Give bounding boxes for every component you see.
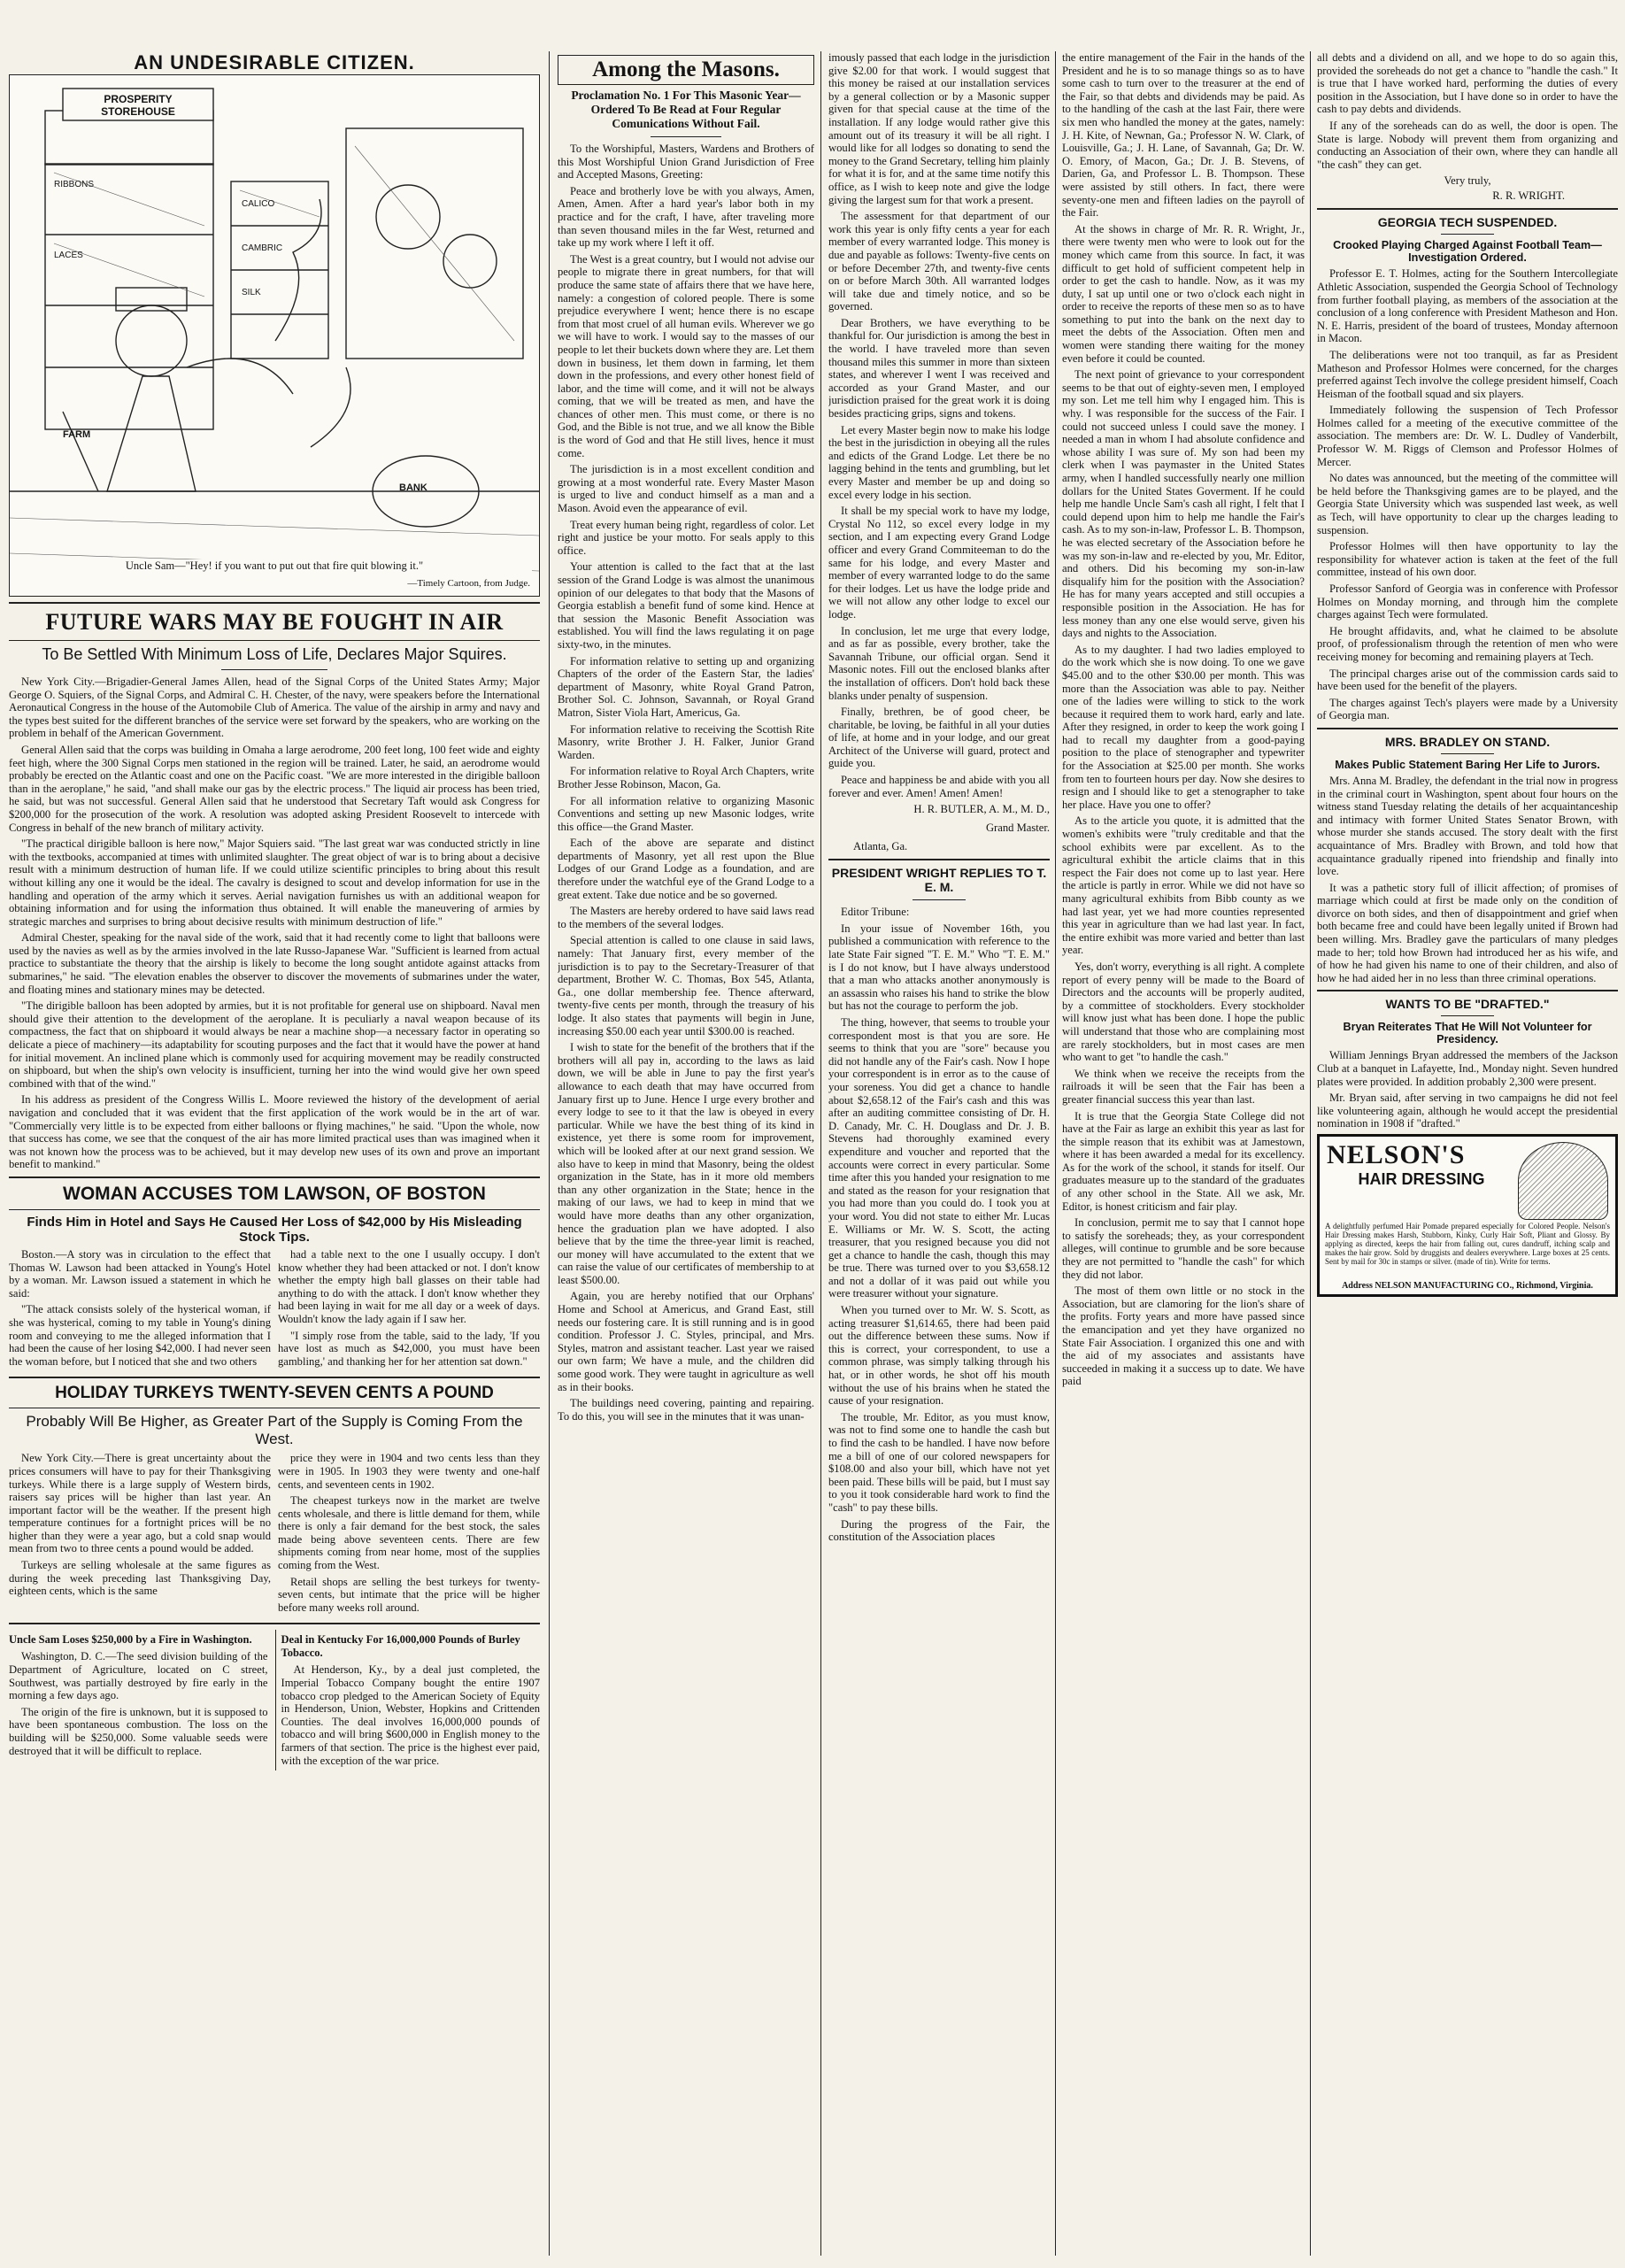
paragraph: For information relative to setting up and organizing Chapters of the order of the Eastern Star, the ladies' department of Masonry, white Royal Grand Patron, Brother Sol. C. Johnson, Savannah, or Royal Grand Matron, Sister Viola Hart, Americus, Ga. <box>558 654 814 719</box>
wright-signature: R. R. WRIGHT. <box>1492 189 1565 203</box>
political-cartoon <box>9 74 540 597</box>
paragraph: Boston.—A story was in circulation to the effect that Thomas W. Lawson had been attacked in Young's Hotel by a woman. Mr. Lawson issued a statement in which he said: <box>9 1247 271 1300</box>
paragraph: The West is a great country, but I would not advise our people to migrate there in great numbers, for that will produce the same state of affairs there that we have here, namely: a congestion of colored people. There is some prejudice everywhere I went; hence there is no escape from that most cruel of all human evils. Wherever we go we will have to work. I would say to the masses of our people to let their buckets down where they are. Let them down in business, let them down in farming, let them down in the professions, and every other honest field of labor, and the time will come, and it will not be always coming, that we will be treated as men, and have the chances of other men. This must come, or there is no God, and the Bible is not true, and we all know the Bible is the word of God and that He still lives, hence it must come. <box>558 252 814 459</box>
paragraph: Peace and happiness be and abide with you all forever and ever. Amen! Amen! Amen! <box>828 774 1050 799</box>
wars-headline: FUTURE WARS MAY BE FOUGHT IN AIR <box>45 609 504 635</box>
wright-close: Very truly, <box>1444 174 1491 188</box>
paragraph: At Henderson, Ky., by a deal just completed, the Imperial Tobacco Company bought the entire 1907 tobacco crop pledged to the American Society of Equity in Henderson, Union, Webster, Hopkins and Crittenden Counties. The deal involves 16,000,000 pounds of tobacco and will bring $600,000 in English money to the farmers of that section. The price is the highest ever paid, with the exception of the war price. <box>281 1663 540 1767</box>
cartoon-drawing <box>10 75 539 596</box>
paragraph: Turkeys are selling wholesale at the same figures as during the week preceding last Thanksgiving Day, eighteen cents, which is the same <box>9 1559 271 1598</box>
paragraph: "The dirigible balloon has been adopted by armies, but it is not profitable for general use on shipboard. Naval men should give their attention to the development of the aeroplane. It is peculiarly a naval weapon because of its compactness, the fact that on shipboard it would always be near a machine shop—a necessary factor in operating so delicate a piece of machinery—its adaptability for scouting purposes and the fact that it would have the power at hand for initial movement. An inclined plane which is commonly used for acquiring movement may be readily constructed on shipboard, but when the ship's own velocity is insufficient, turning her into the wind would give her own speed combined with that of the wind." <box>9 999 540 1090</box>
tech-subhead: Crooked Playing Charged Against Football Team—Investigation Ordered. <box>1333 239 1602 265</box>
paragraph: Your attention is called to the fact that at the last session of the Grand Lodge is was almost the unanimous opinion of our delegates to that body that the Masons of Georgia establish a benefit fund of some kind. Hence at that session the Masonic Benefit Association was established. You will find the laws regulating it on page sixty-two, in the minutes. <box>558 560 814 651</box>
paragraph: Treat every human being right, regardless of color. Let right and justice be your motto. For seals apply to this office. <box>558 518 814 557</box>
paragraph: The next point of grievance to your correspondent seems to be that out of eighty-seven men, I employed my son. Let me tell him why I engaged him. This is why. I was responsible for the success of the Fair. I could not succeed unless I could save the money. I needed a man in whom I had absolute confidence and whose ability I was sure of. My son had been my clerk when I was paymaster in the United States army, when I handled successfully nearly one million dollars for the United States Goverment. If he could help me handle Uncle Sam's cash all right, I felt that I could depend upon him to help me handle the Fair's cash. As to my son-in-law, Professor L. B. Thompson, he was elected secretary of the Association before he was my son-in-law and re-elected by you, Mr. Editor, and others. Did his becoming my son-in-law disqualify him for the position with the Association? He has for many years accepted and still occupies a responsible position in the Association. He has for less money than any one else would serve, given his days and nights to the Association. <box>1062 368 1305 640</box>
masons-subhead: Proclamation No. 1 For This Masonic Year—Ordered To Be Read at Four Regular Comunications Without Fail. <box>571 89 801 130</box>
label-farm: FARM <box>63 429 91 440</box>
paragraph: The Masters are hereby ordered to have said laws read to the members of the several lodges. <box>558 905 814 930</box>
bryan-subhead: Bryan Reiterates That He Will Not Volunteer for Presidency. <box>1343 1021 1592 1046</box>
paragraph: I wish to state for the benefit of the brothers that if the brothers will all pay in, according to the laws as laid down, we will be able in June to pay the first year's allowance to each death that may have occurred from January first up to June. Hence I urge every brother and every lodge to see to it that the law is obeyed in every particular. While we have the best thing of its kind in existence, yet there is some room for improvement, which will be looked after at our next grand session. We also have to keep in mind that Masonry, being the oldest organization in the State, has in it more old members than any other organization in the State; hence in the making of our laws, we had to keep in mind that we would have more deaths than any other organization, hence the graduation plan we have adopted. I also believe that by the time the three-year limit is reached, our money will have accumulated to the extent that we can raise the value of our certificates of membership to at least $500.00. <box>558 1041 814 1286</box>
paragraph: The deliberations were not too tranquil, as far as President Matheson and Professor Holmes were concerned, for the charges preferred against Tech involve the college president himself, Coach Heisman of the football squad and six players. <box>1317 348 1618 400</box>
column-rule <box>1055 51 1056 2256</box>
paragraph: It was a pathetic story full of illicit affection; of promises of marriage which could at first be made only on the condition of divorce on both sides, and then of disappointment and grief when both became free and could have been legally united if Brown had been willing. Mrs. Bradley gave the particulars of many pledges made to her; told how Brown had introduced her as his wife, and of how he had given his name to one of their children, and also of how he had aided her in no less than three criminal operations. <box>1317 881 1618 984</box>
paragraph: The origin of the fire is unknown, but it is supposed to have been spontaneous combustion. The loss on the building will be $250,000. Some valuable seeds were destroyed that it will be difficult to replace. <box>9 1705 268 1757</box>
nelsons-hair-dressing-ad <box>1317 1134 1618 1297</box>
paragraph: "The practical dirigible balloon is here now," Major Squiers said. "The last great war was conducted strictly in line with the textbooks, accompanied at times with unlimited slaughter. The great object of war is to bring about a decisive result with a minimum destruction of human life. If we could utilize scientific principles to bring about this result without killing any one it would be the ideal. The cavalry is designed to scout and develop information for use in the handling and operation of the army which it serves. Aerial navigation furnishes us with an additional weapon for obtaining information and for using the information thus obtained. It will enable the maneuvering of armies by strategic marches and surprises to bring about decisive results with minimum destruction of life." <box>9 837 540 928</box>
paragraph: The charges against Tech's players were made by a University of Georgia man. <box>1317 696 1618 722</box>
column-4 <box>1062 51 1305 2259</box>
label-ribbons: RIBBONS <box>54 180 95 189</box>
bradley-headline: MRS. BRADLEY ON STAND. <box>1384 734 1551 749</box>
bryan-headline: WANTS TO BE "DRAFTED." <box>1385 997 1550 1012</box>
column-rule <box>549 51 550 2256</box>
paragraph: Finally, brethren, be of good cheer, be charitable, be loving, be faithful in all your duties of life, at home and in your lodge, and our great Architect of the Universe will guard, protect and guide you. <box>828 706 1050 770</box>
paragraph: New York City.—There is great uncertainty about the prices consumers will have to pay for their Thanksgiving turkeys. While there is a large supply of Western birds, raisers say prices will be higher than last year. An important factor will be the weather. If the present high temperature continues for a fortnight prices will be no higher than they were a year ago, but a cold snap would mean from two to three cents a pound would be added. <box>9 1452 271 1555</box>
paragraph: The assessment for that department of our work this year is only fifty cents a year for each member of every warranted lodge. This money is due and payable as follows: Twenty-five cents on or before December 27th, and twenty-five cents on or before March 30th. All warranted lodges will take due and timely notice, and so be governed. <box>828 210 1050 313</box>
paragraph: In conclusion, permit me to say that I cannot hope to satisfy the soreheads; they, as your correspondent alleges, will continue to grumble and be sore because they are not permitted to "handle the cash" for which they did not labor. <box>1062 1216 1305 1281</box>
paragraph: The cheapest turkeys now in the market are twelve cents wholesale, and there is little demand for them, while there is only a fair demand for the best stock, the sales made being above seventeen cents. There are few shipments coming from near home, most of the supplies coming from the West. <box>278 1494 540 1572</box>
paragraph: Yes, don't worry, everything is all right. A complete report of every penny will be made to the Board of Directors and the accounts will be properly audited, by a committee of stockholders. Every stockholder will know just what has been done. I hope the public will understand that those who are complaining most are rarely stockholders, but in most cases are men who want to get "to handle the cash." <box>1062 960 1305 1064</box>
cartoon-title: AN UNDESIRABLE CITIZEN. <box>134 51 415 73</box>
paragraph: During the progress of the Fair, the constitution of the Association places <box>828 1517 1050 1544</box>
paragraph: The thing, however, that seems to trouble your correspondent most is that you are sore. He seems to think that you are "sore" because you did not handle any of the Fair's cash. Now I hope your correspondent is in error as to the cause of your soreness. You did get a chance to handle about $2,658.12 of the Fair's cash and this was after an auditing committee consisting of Dr. H. D. Canady, Mr. C. H. Douglass and Dr. J. B. Stevens had thoroughly examined every expenditure and voucher and reported that the accounts were correct in every particular. Some time after this you handed your resignation to me and stated as the reason for your resignation that you had more than you could do. I took you at your word. You did not state to either Mr. Lucas E. Williams or Mr. W. S. Scott, the acting treasurer, that you resigned because you did not get a chance to handle the cash, though this may be true. There was turned over to you $3,658.12 and not a dollar of it was paid out while you were treasurer without your signature. <box>828 1016 1050 1300</box>
signature-title: Grand Master. <box>985 822 1050 835</box>
column-5 <box>1317 51 1618 2259</box>
lawson-headline: WOMAN ACCUSES TOM LAWSON, OF BOSTON <box>63 1183 486 1204</box>
paragraph: Mr. Bryan said, after serving in two campaigns he did not feel like volunteering again, although he would accept the presidential nomination in 1908 if "drafted." <box>1317 1092 1618 1130</box>
paragraph: price they were in 1904 and two cents less than they were in 1905. In 1903 they were twenty and one-half cents, and seventeen cents in 1902. <box>278 1452 540 1491</box>
paragraph: The most of them own little or no stock in the Association, but are clamoring for the lion's share of the profits. Forty years and more have passed since the emancipation and yet they have organized no State Fair Association. I organized this one and with the aid of my associates and assistants have succeeded in making it a success up to date. We have paid <box>1062 1284 1305 1388</box>
paragraph: the entire management of the Fair in the hands of the President and he is to so manage things so as to have some cash to turn over to the treasurer at the end of the Fair, so that debts and dividends may be paid. As to the handling of the cash at the last Fair, there were six men who handled the money at the gates, namely: J. H. Kite, of Newnan, Ga.; Professor N. W. Clark, of Louisville, Ga.; J. H. Lane, of Savannah, Ga; Dr. W. O. Emory, of Macon, Ga.; Dr. J. B. Stevens, of Darien, Ga, and Professor L. B. Thompson. These were assisted by still others. In fact, there were seventy-one men and fifteen ladies on the payroll of the Fair. <box>1062 51 1305 220</box>
paragraph: Professor Holmes will then have opportunity to lay the responsibility for whatever action is taken at the feet of the full committee, instead of his own door. <box>1317 540 1618 579</box>
bradley-subhead: Makes Public Statement Baring Her Life to Jurors. <box>1335 758 1600 771</box>
signature-place: Atlanta, Ga. <box>853 840 908 853</box>
paragraph: William Jennings Bryan addressed the members of the Jackson Club at a banquet in Lafayette, Ind., Monday night. Seven hundred plates were provided. In addition probably 2,300 were present. <box>1317 1049 1618 1088</box>
wars-subhead: To Be Settled With Minimum Loss of Life, Declares Major Squires. <box>42 645 507 663</box>
paragraph: Each of the above are separate and distinct departments of Masonry, yet all rest upon the Blue Lodges of our Grand Lodge as a foundation, and are therefore under the watchful eye of the Grand Lodge to a great extent. Take due notice and be so governed. <box>558 837 814 901</box>
woman-portrait-icon <box>1518 1142 1608 1220</box>
paragraph: Peace and brotherly love be with you always, Amen, Amen, Amen. After a hard year's labor both in my practice and for the craft, I have, after traveling more than seven thousand miles in the far West, returned and take up my work where I left it off. <box>558 184 814 250</box>
paragraph: For all information relative to organizing Masonic Conventions and setting up new Masonic lodges, write this office—the Grand Master. <box>558 794 814 833</box>
paragraph: all debts and a dividend on all, and we hope to do so again this, provided the soreheads do not get a chance to "handle the cash." It is true that I have worked hard, performing the duties of every position in the Association, but I have done so in order to have the cash to pay debts and dividends. <box>1317 51 1618 116</box>
paragraph: To the Worshipful, Masters, Wardens and Brothers of this Most Worshipful Union Grand Jurisdiction of Free and Accepted Masons, Greeting: <box>558 143 814 181</box>
tech-headline: GEORGIA TECH SUSPENDED. <box>1377 215 1558 230</box>
paragraph: Let every Master begin now to make his lodge the best in the jurisdiction in obeying all the rules and edicts of the Grand Lodge. Let there be no lagging behind in the tents and grumbling, but let every Master and member be up and doing so excel every lodge in his section. <box>828 423 1050 501</box>
paragraph: In his address as president of the Congress Willis L. Moore reviewed the history of the development of aerial navigation and concluded that it was evident that the first application of the work would be in the art of war. "Commercially very little is to be expected from either balloons or flying machines," he said. "Upon the whole, now that success has come, we see that the conquest of the air has more limited practical uses than was imagined when it was not known how the process was to be achieved, but it may develop new uses of its own and prove an important benefit to mankind." <box>9 1093 540 1171</box>
ad-product: HAIR DRESSING <box>1358 1170 1485 1188</box>
paragraph: Retail shops are selling the best turkeys for twenty-seven cents, but intimate that the price will be higher before many weeks roll around. <box>278 1575 540 1614</box>
paragraph: Professor Sanford of Georgia was in conference with Professor Holmes on Monday morning, and through him the complete charges against Tech were formulated. <box>1317 582 1618 621</box>
paragraph: Special attention is called to one clause in said laws, namely: That January first, every member of the jurisdiction is to pay to the Secretary-Treasurer of that department, Brother W. C. Thomas, Box 545, Atlanta, Ga., one dollar membership fee. Thence afterward, twenty-five cents per month, through the treasury of his lodge. It also states that payments will begin in June, increasing $50.00 each year until $300.00 is reached. <box>558 934 814 1038</box>
paragraph: The trouble, Mr. Editor, as you must know, was not to find some one to handle the cash but to find the cash to be handled. I have now before me a bill of one of our colored newspapers for $108.00 and also your bill, which have not yet been paid. These bills will be paid, but I must say to you it took considerable hard work to find the "cash" to pay these bills. <box>828 1410 1050 1514</box>
tobacco-headline: Deal in Kentucky For 16,000,000 Pounds of Burley Tobacco. <box>281 1633 520 1660</box>
ad-text: A delightfully perfumed Hair Pomade prepared especially for Colored People. Nelson's Hair Dressing makes Harsh, Stubborn, Kinky, Curly Hair Soft, Pliant and Glossy. By applying as directed, keeps the hair from falling out, cures dandruff, itching scalp and makes the hair grow. Sold by druggists and dealers everywhere. Large boxes at 25 cents. Sent by mail for 30c in stamps or silver. (made of tin). Write for terms. <box>1325 1222 1610 1266</box>
signature-name: H. R. BUTLER, A. M., M. D., <box>913 803 1050 816</box>
fire-headline: Uncle Sam Loses $250,000 by a Fire in Washington. <box>9 1633 252 1647</box>
paragraph: Immediately following the suspension of Tech Professor Holmes called for a meeting of the executive committee of the association. The members are: Dr. W. L. Dudley of Vanderbilt, Professor W. M. Riggs of Clemson and Professor Holmes of Mercer. <box>1317 404 1618 468</box>
paragraph: The jurisdiction is in a most excellent condition and growing at a most wonderful rate. Every Master Mason is urged to live and conduct himself as a man and a Mason. Avoid even the appearance of evil. <box>558 463 814 515</box>
paragraph: He brought affidavits, and, what he claimed to be absolute proof, of professionalism through the retention of men who were receiving money for becoming and remaining players at Tech. <box>1317 624 1618 663</box>
paragraph: It shall be my special work to have my lodge, Crystal No 112, so excel every lodge in my section, and I am expecting every Grand Lodge officer and every Grand Commiteeman to do the same for his lodge, and every Master and member of every warranted lodge to do the same for their lodges. Let us have the lodge pride and we will not allow any other lodge to excel our lodge. <box>828 505 1050 621</box>
label-bank: BANK <box>399 482 427 493</box>
store-sign: PROSPERITY STOREHOUSE <box>101 93 175 118</box>
turkeys-subhead: Probably Will Be Higher, as Greater Part of the Supply is Coming From the West. <box>26 1413 523 1448</box>
paragraph: In conclusion, let me urge that every lodge, and as far as possible, every brother, take the Savannah Tribune, our official organ. Send it Masonic notes. Fill out the enclosed blanks after the installation of officers. Don't hold back these blanks under penalty of suspension. <box>828 624 1050 702</box>
paragraph: Mrs. Anna M. Bradley, the defendant in the trial now in progress in the criminal court in Washington, spent about four hours on the witness stand Tuesday relating the details of her acquaintanceship and intimacy with former United States Senator Brown, with whose murder she stands accused. The story dealt with the first acquaintance of Mrs. Bradley with Brown, and told how that acquaintance gradually ripened into friendship and finally into love. <box>1317 774 1618 878</box>
lawson-story <box>9 1248 540 1371</box>
label-silk: SILK <box>242 288 261 297</box>
column-2 <box>558 51 814 2259</box>
paragraph: When you turned over to Mr. W. S. Scott, as acting treasurer $1,614.65, there had been paid out the difference between these sums. Now if this is correct, your correspondent, to use a common phrase, was simply talking through his hat, or in other words, he shot off his mouth without the use of his brains when he stated the cause of your resignation. <box>828 1304 1050 1408</box>
ad-address: Address NELSON MANUFACTURING CO., Richmond, Virginia. <box>1342 1281 1593 1291</box>
paragraph: No dates was announced, but the meeting of the committee will be held before the Thanksgiving games are to be played, and the Georgia State University which was suspended last week, as well as Tech, will have opportunity to clear up the charges leading to suspension. <box>1317 472 1618 536</box>
wars-story <box>9 675 540 1171</box>
paragraph: If any of the soreheads can do as well, the door is open. The State is large. Nobody will prevent them from organizing and conducting an Association of their own, where they can handle all "the cash" they can get. <box>1317 119 1618 171</box>
paragraph: At the shows in charge of Mr. R. R. Wright, Jr., there were twenty men who were to look out for the money which came from this source. In fact, it was difficult to get hold of sufficient competent help in order to get the cash to handle. Now, as it was my duty, I sat up until one or two o'clock each night in order to receive the reports of these men so as to have something to put into the bank on the next day to meet the debts of the Association. Often men and women were standing there waiting for the money even before it could be counted. <box>1062 222 1305 365</box>
paragraph: Dear Brothers, we have everything to be thankful for. Our jurisdiction is among the best in the world. I have traveled more than seven thousand miles this summer in more than sixteen states, and wherever I went I was received and accorded as your Grand Master, and our jurisdiction praised for the great work it is doing besides practicing grips, signs and tokens. <box>828 316 1050 420</box>
column-3 <box>828 51 1050 2259</box>
paragraph: Admiral Chester, speaking for the naval side of the work, said that it had recently come to light that balloons were used by the navies as well as by the armies involved in the late Russo-Japanese War. "Sufficient is learned from actual practice to substantiate the theory that the airship is likely to become the long sought antidote against attacks from submarines," he said. "The elevation enables the observer to discover the movements of submarines under the water, and floating mines and stationary mines may be detected. <box>9 931 540 996</box>
paragraph: In your issue of November 16th, you published a communication with reference to the late State Fair signed "T. E. M." Who "T. E. M." is I do not know, but I have always understood that a man who attacks another anonymously is an assassin who raises his hand to strike the blow but has not the courage to perform the job. <box>828 922 1050 1013</box>
paragraph: New York City.—Brigadier-General James Allen, head of the Signal Corps of the United States Army; Major George O. Squiers, of the Signal Corps, and Admiral C. H. Chester, of the navy, were speakers before the International Aeronautical Congress in the house of the Automobile Club of America. The value of the airship in army and navy and the types best suited for the different branches of the service were set forward by the speakers, who are working on the problem in behalf of the American Government. <box>9 675 540 740</box>
paragraph: The buildings need covering, painting and repairing. To do this, you will see in the minutes that it was unan- <box>558 1397 814 1423</box>
column-1 <box>9 51 540 2259</box>
column-rule <box>1310 51 1311 2256</box>
paragraph: Washington, D. C.—The seed division building of the Department of Agriculture, located on C street, Southwest, was partially destroyed by fire early in the morning a few days ago. <box>9 1650 268 1702</box>
lawson-subhead: Finds Him in Hotel and Says He Caused Her Loss of $42,000 by His Misleading Stock Tips. <box>27 1214 522 1245</box>
ad-brand: NELSON'S <box>1327 1140 1466 1169</box>
paragraph: "I simply rose from the table, said to the lady, 'If you have lost as much as $42,000, you must have been gambling,' and thanking her for her attention sat down." <box>278 1329 540 1368</box>
cartoon-caption: Uncle Sam—"Hey! if you want to put out that fire quit blowing it." <box>17 559 532 573</box>
paragraph: The principal charges arise out of the commission cards said to have been used for the benefit of the players. <box>1317 667 1618 693</box>
briefs <box>9 1630 540 1770</box>
cartoon-credit: —Timely Cartoon, from Judge. <box>407 578 530 589</box>
reply-headline: PRESIDENT WRIGHT REPLIES TO T. E. M. <box>831 866 1047 895</box>
paragraph: imously passed that each lodge in the jurisdiction give $2.00 for that work. I would suggest that this money be raised at our installation services by a general collection or by a Masonic supper given for that special cause at the time of the installation. If any lodge would rather give this amount out of its treasury it will be all right. I would like for all lodges so donating to send the money to the Grand Secretary, telling him plainly for what it is for, and at the same time notify this office, as I wish to keep note and give the lodge giving the largest sum for that work a present. <box>828 51 1050 206</box>
turkeys-headline: HOLIDAY TURKEYS TWENTY-SEVEN CENTS A POUND <box>55 1384 494 1403</box>
label-cambric: CAMBRIC <box>242 243 283 253</box>
paragraph: As to my daughter. I had two ladies employed to do the work which she is now doing. To one we gave $45.00 and to the other $30.00 per month. This was more than the Association was able to pay. Neither one of the ladies were willing to stick to the work because it required them to work hard, early and late. After they resigned, in order to keep the work going I had to recall my daughter from a good-paying position to the place of stenographer and typewriter for the Association at $25.00 per month. She works from ten to fourteen hours per day. Now she desires to resign and I should like to get a stenographer to take her place. Have you one to offer? <box>1062 643 1305 811</box>
turkeys-story <box>9 1452 540 1617</box>
paragraph: Editor Tribune: <box>841 906 910 919</box>
label-laces: LACES <box>54 251 83 260</box>
masons-headline: Among the Masons. <box>558 55 814 85</box>
paragraph: had a table next to the one I usually occupy. I don't know whether they had been attacked or not. I don't know whether the empty high ball glasses on their table had anything to do with the attack. I don't know whether they had been laying in wait for me all day or a week of days. Wouldn't know the lady again if I saw her. <box>278 1247 540 1325</box>
paragraph: As to the article you quote, it is admitted that the women's exhibits were "truly creditable and that the school exhibits were par excellent. As to the agricultural exhibit the article claims that in this respect the Fair does not come up to last year. Here the article is partly in error. While we did not have so many agricultural exhibits from Bibb county as we had last year, yet we had more counties represented this year in agriculture than we had last year. In fact, the entire exhibit was more varied and better than last year. <box>1062 814 1305 957</box>
label-calico: CALICO <box>242 199 275 209</box>
paragraph: It is true that the Georgia State College did not have at the Fair as large an exhibit this year as last for the simple reason that its exhibit was at Jamestown, where it has been awarded a medal for its excellency. As for the work of the school, it stands for itself. Our graduates measure up to the standard of the graduates of any other school in the State. All we ask, Mr. Editor, is honest criticism and fair play. <box>1062 1109 1305 1213</box>
paragraph: General Allen said that the corps was building in Omaha a large aerodrome, 200 feet long, 100 feet wide and eighty feet high, where the 300 Signal Corps men stationed in the region will be trained. Later, he said, an aerodrome would probably be erected on the Atlantic coast and one on the Pacific coast. "We are more interested in the dirigible balloon than in the aeroplane," he said, "and shall make our gas by the electric process." The liquid air process has been tried, he said, but was not successful. General Allen said that he understood that Secretary Taft would ask Congress for $200,000 for the prosecution of the work. A resolution was adopted asking President Roosevelt to intercede with Congress in behalf of the new branch of military activity. <box>9 743 540 834</box>
column-rule <box>820 51 821 2256</box>
paragraph: Professor E. T. Holmes, acting for the Southern Intercollegiate Athletic Association, suspended the Georgia School of Technology from further football playing, as members of the association at the conclusion of a long conference with President Matheson and Hon. N. E. Harris, president of the board of trustees, Monday afternoon in Macon. <box>1317 267 1618 345</box>
paragraph: For information relative to Royal Arch Chapters, write Brother Jesse Robinson, Macon, Ga. <box>558 765 814 791</box>
paragraph: Again, you are hereby notified that our Orphans' Home and School at Americus, and Grand East, still needs our fostering care. It is still running and is in good condition. Professor J. C. Styles, principal, and Mrs. Styles, matron and assistant teacher. Last year we raised our own farm; We have a mule, and the children did some good work. They were taught in agriculture as well as in their books. <box>558 1290 814 1393</box>
paragraph: "The attack consists solely of the hysterical woman, if she was hysterical, coming to my table in Young's dining room and conveying to me the alleged information that I had been the cause of her losing $42,000. I had never seen the woman before, but I noticed that she and two others <box>9 1303 271 1368</box>
paragraph: For information relative to receiving the Scottish Rite Masonry, write Brother J. H. Falker, Junior Grand Warden. <box>558 722 814 761</box>
paragraph: We think when we receive the receipts from the railroads it will be seen that the Fair has been a greater financial success this year than last. <box>1062 1067 1305 1106</box>
